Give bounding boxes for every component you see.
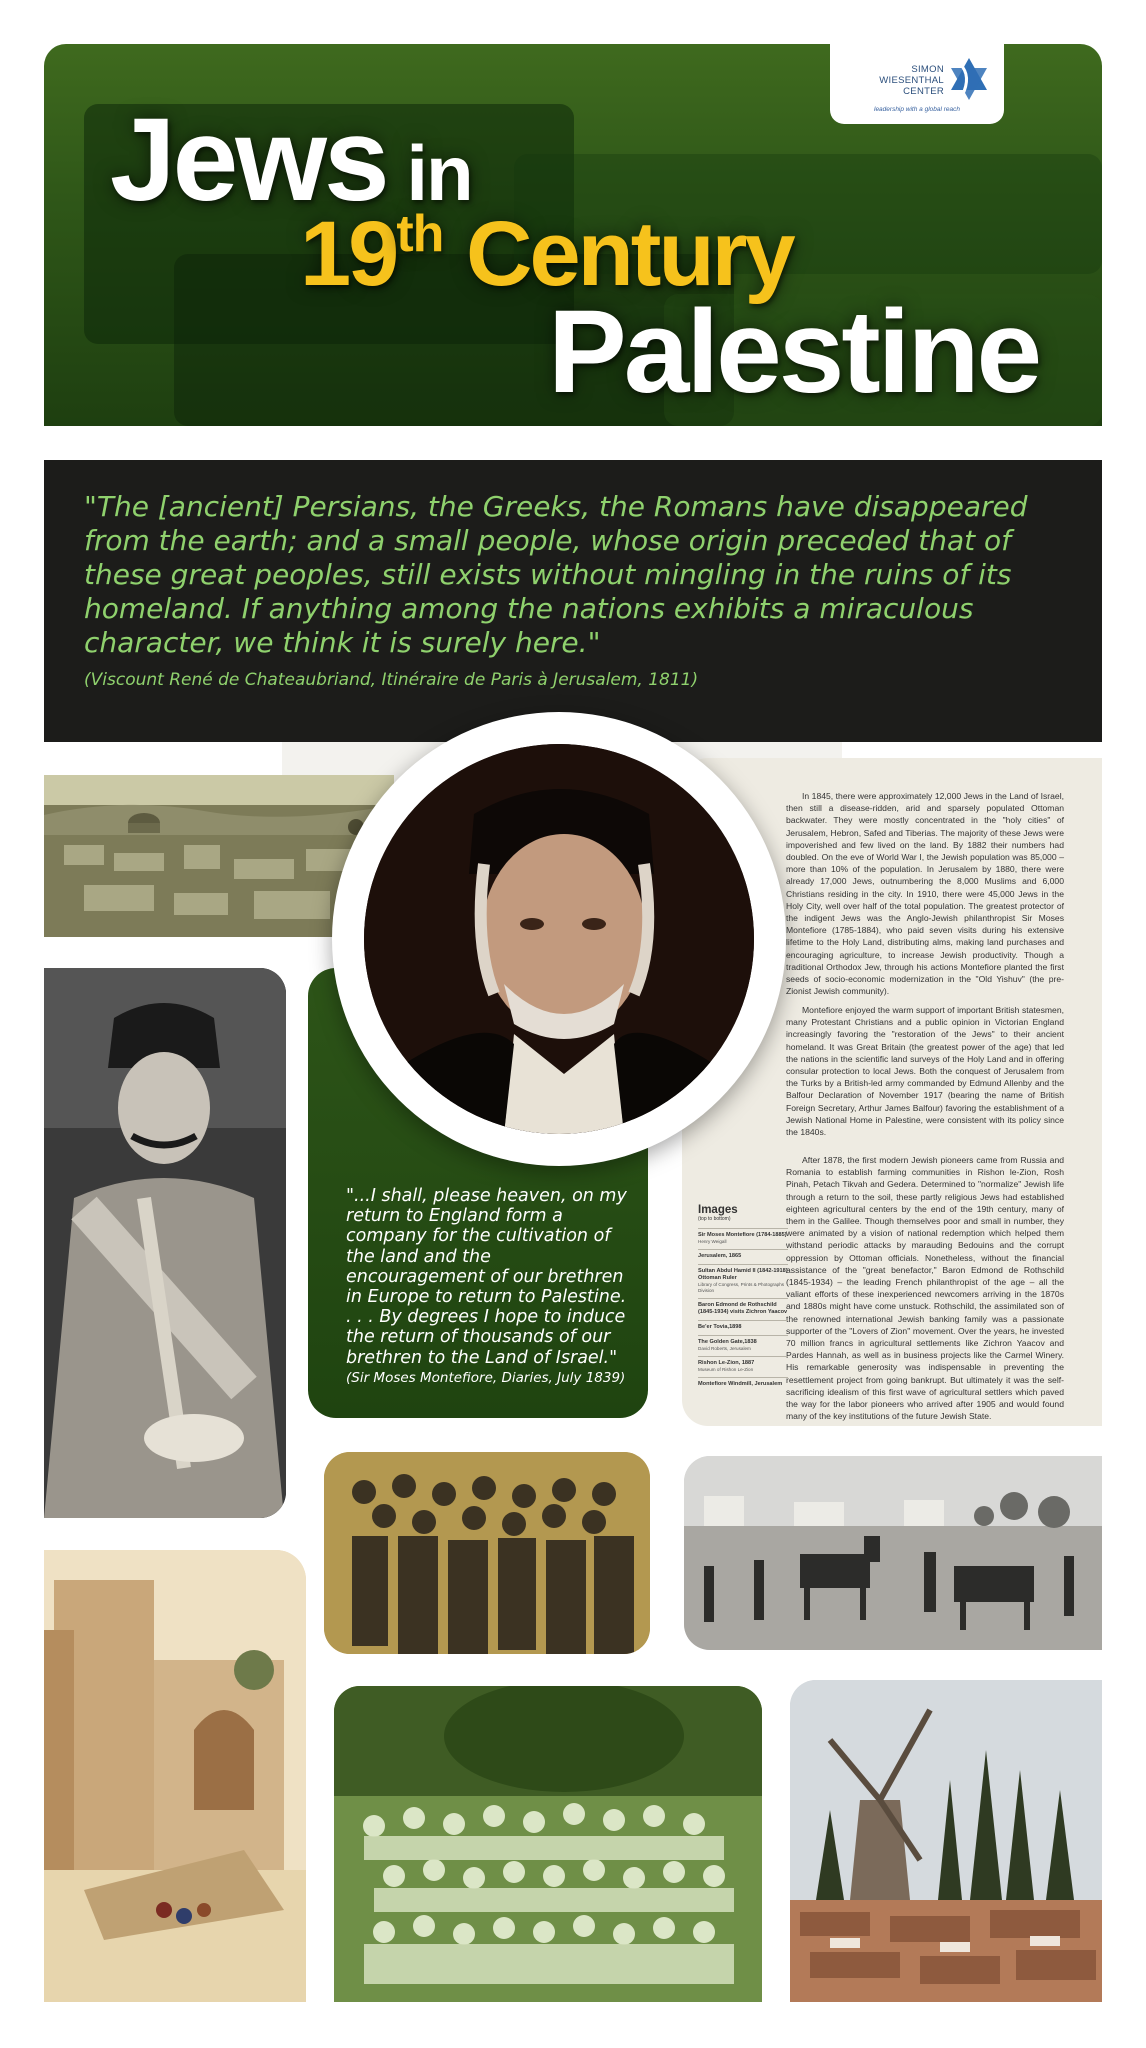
body-paragraph: Montefiore enjoyed the warm support of important British statesmen, many Protestant Christians and a public opinion in Victorian England increasingly favoring the "restoration of the Jews" to their ancient homeland. It was Great Britain (the greatest power of the age) that led the nations in the scientific land surveys of the Holy Land and in offering consular protection to local Jews. Both the conquest of Jerusalem from the Turks by a British-led army commanded by Edmund Allenby and the Balfour Declaration of November 1917 (bearing the name of British Foreign Secretary, Arthur James Balfour) favoring the establishment of a Jewish National Home in Palestine, were consistent with its policy since the 1840s. [786, 1005, 1064, 1138]
title-line-3: Palestine [548, 286, 1040, 418]
credit-item: Sir Moses Montefiore (1784-1885) Henry Weigall [698, 1228, 788, 1249]
body-paragraph: In 1845, there were approximately 12,000 Jews in the Land of Israel, then still a disease-ridden, arid and sparsely populated Ottoman backwater. They were mostly concentrated in the "holy cities" of Jerusalem, Hebron, Safed and Tiberias. The majority of these Jews were impoverished and few lived on the land. By 1882 their numbers had doubled. On the eve of World War I, the Jewish population was 85,000 – more than 10% of the population. In Jerusalem by 1880, there were already 17,000 Jews, outnumbering the 8,000 Muslims and 6,000 Christians residing in the city. In 1910, there were 45,000 Jews in the Holy City, well over half of the total population. The greatest protector of the indigent Jews was the Anglo-Jewish philanthropist Sir Moses Montefiore (1785-1884), who paid seven visits during his extensive lifetime to the Holy Land, distributing alms, making land purchases and encouraging agriculture, to increase Jewish productivity. Though a traditional Orthodox Jew, through his actions Montefiore planted the first seeds of socio-economic modernization in the "Old Yishuv" (the pre-Zionist Jewish community). [786, 791, 1064, 997]
chateaubriand-quote: "The [ancient] Persians, the Greeks, the Romans have disappeared from the earth; and a small people, whose origin preceded that of these great peoples, still exists without mingling in the ruins of its homeland. If anything among the nations exhibits a miraculous character, we think it is surely here." [84, 490, 1028, 659]
credit-item: Rishon Le-Zion, 1887 Museum of Rishon Le-Zion [698, 1356, 788, 1377]
image-credits [698, 1204, 788, 1392]
sultan-photo [44, 968, 286, 1518]
wiesenthal-logo[interactable] [830, 44, 1004, 124]
body-paragraph: After 1878, the first modern Jewish pioneers came from Russia and Romania to establish farming communities in Rishon le-Zion, Rosh Pinah, Petach Tikvah and Gedera. Determined to "normalize" Jewish life through a return to the soil, these partly religious Jews had established eighteen agricultural centers by the end of the 19th century, many of them in the Galilee. Though themselves poor and small in number, they were animated by a vision of national redemption which helped them withstand periodic attacks by marauding Bedouins and the corrupt oppression by Ottoman officials. Nonetheless, without the financial assistance of the "great benefactor," Baron Edmond de Rothschild (1845-1934) – the leading French philanthropist of the age – all the valiant efforts of these inexperienced newcomers arriving in the 1870s and 1880s might have come unstuck. Rothschild, the assimilated son of the renowned international Jewish banking family was a passionate supporter of the "Lovers of Zion" movement. Over the years, he invested 70 million francs in agricultural settlements like Zichron Yaacov and Pardes Hannah, as well as in business projects like the Carmel Winery. His remarkable generosity was indispensable in preventing the resettlement project from going bankrupt. But ultimately it was the self-sacrificing idealism of this first wave of agricultural settlers which paved the way for the labor pioneers who arrived after 1905 and would found many of the key institutions of the future Jewish State. [786, 1155, 1064, 1422]
rishon-le-zion-photo [334, 1686, 762, 2002]
chateaubriand-quote-band [44, 460, 1102, 742]
title-line-1: Jews in [110, 94, 472, 226]
credits-title: Images [698, 1204, 738, 1216]
title-line-2: 19th Century [300, 203, 793, 305]
credits-subtitle: (top to bottom) [698, 1216, 731, 1222]
credit-item: The Golden Gate,1838 David Roberts, Jerusalem [698, 1335, 788, 1356]
text-block [682, 758, 1102, 1426]
montefiore-windmill-photo [790, 1680, 1102, 2002]
chateaubriand-quote-source: (Viscount René de Chateaubriand, Itinéraire de Paris à Jerusalem, 1811) [84, 670, 699, 690]
golden-gate-painting [44, 1550, 306, 2002]
be-er-tovia-photo [684, 1456, 1102, 1650]
credit-item: Be'er Tovia,1898 [698, 1320, 788, 1335]
credit-item: Jerusalem, 1865 [698, 1249, 788, 1264]
montefiore-quote: "...I shall, please heaven, on my return to England form a company for the cultivation of the land and the encouragement of our brethren in Europe to return to Palestine. . . . By degrees I hope to induce the return of thousands of our brethren to the Land of Israel." [346, 1186, 627, 1368]
rothschild-visit-photo [324, 1452, 650, 1654]
credit-item: Sultan Abdul Hamid II (1842-1918) Ottoman Ruler Library of Congress, Prints & Photographs Division [698, 1264, 788, 1298]
montefiore-quote-source: (Sir Moses Montefiore, Diaries, July 1839) [346, 1370, 626, 1386]
title-banner [44, 44, 1102, 426]
logo-tagline: leadership with a global reach [874, 106, 960, 113]
credit-item: Baron Edmond de Rothschild (1845-1934) visits Zichron Yaacov [698, 1298, 788, 1320]
star-of-david-icon [948, 56, 990, 102]
credit-item: Montefiore Windmill, Jerusalem [698, 1377, 788, 1392]
logo-name: SIMON WIESENTHAL CENTER [879, 64, 944, 97]
